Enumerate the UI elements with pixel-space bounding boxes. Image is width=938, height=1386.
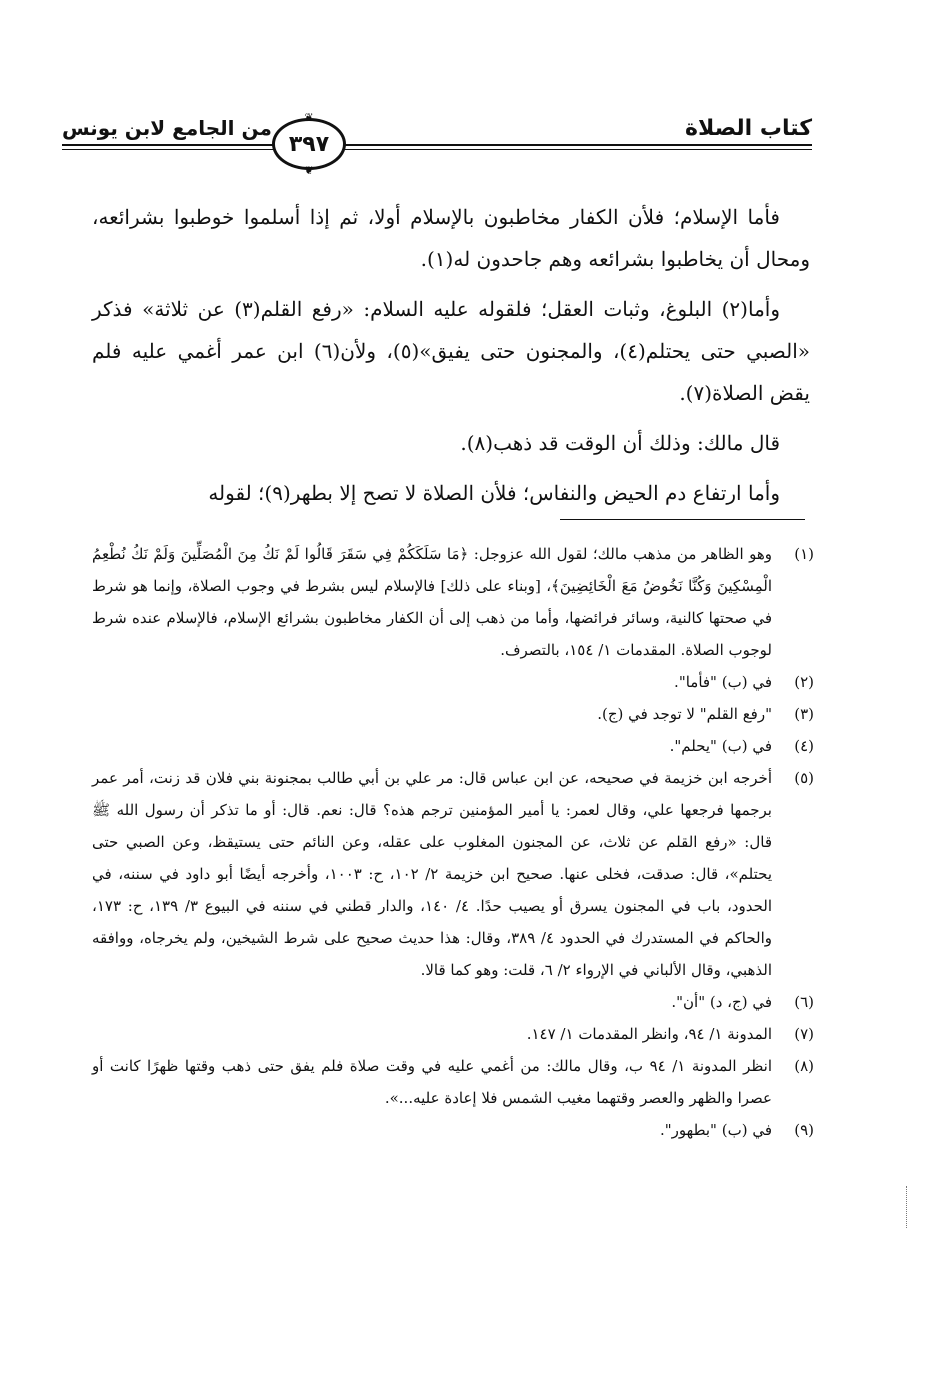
paragraph-menstruation: وأما ارتفاع دم الحيض والنفاس؛ فلأن الصلاة لا تصح إلا بطهر(٩)؛ لقوله bbox=[208, 481, 780, 505]
footnote-text: في (ج، د) "أن". bbox=[671, 993, 772, 1011]
scan-artifact bbox=[906, 1186, 915, 1228]
footnote-item bbox=[92, 1114, 814, 1146]
footnote-item bbox=[92, 762, 814, 986]
page-number: ٣٩٧ bbox=[288, 131, 330, 157]
page-number-badge bbox=[272, 111, 346, 177]
ornament-icon: ❦ bbox=[304, 111, 314, 124]
footnote-text: في (ب) "بطهور". bbox=[660, 1121, 772, 1139]
footnote-text: المدونة ١/ ٩٤، وانظر المقدمات ١/ ١٤٧. bbox=[526, 1025, 772, 1043]
footnote-text: وهو الظاهر من مذهب مالك؛ لقول الله عزوجل: ﴿مَا سَلَكَكُمْ فِي سَقَرَ قَالُوا لَمْ نَكُ مِنَ الْمُصَلِّينَ وَلَمْ نَكُ نُطْعِمُ الْمِسْكِينَ وَكُنَّا نَخُوضُ مَعَ الْخَائِضِينَ﴾، [وبناء على ذلك] فالإسلام ليس بشرط في وجوب الصلاة، وإنما هو شرط في صحتها كالنية، وسائر فرائضها، وأما من ذهب إلى أن الكفار مخاطبون بشرائع الإسلام، فالإسلام عنده شرط لوجوب الصلاة. المقدمات ١/ ١٥٤، بالتصرف. bbox=[92, 545, 772, 659]
footnote-item bbox=[92, 730, 814, 762]
paragraph-malik-quote: قال مالك: وذلك أن الوقت قد ذهب(٨). bbox=[460, 431, 780, 455]
footnote-item bbox=[92, 698, 814, 730]
footnote-item bbox=[92, 1050, 814, 1114]
footnote-number: (٤) bbox=[794, 737, 814, 755]
footnotes bbox=[92, 538, 814, 1146]
footnote-number: (٣) bbox=[794, 705, 814, 723]
paragraph-islam: فأما الإسلام؛ فلأن الكفار مخاطبون بالإسلام أولا، ثم إذا أسلموا خوطبوا بشرائعه، ومحال أن يخاطبوا بشرائعه وهم جاحدون له(١). bbox=[92, 205, 810, 271]
footnote-number: (٢) bbox=[794, 673, 814, 691]
footnote-number: (٥) bbox=[794, 769, 814, 787]
footnote-text: أخرجه ابن خزيمة في صحيحه، عن ابن عباس قال: مر علي بن أبي طالب بمجنونة بني فلان قد زنت، أمر عمر برجمها فرجعها علي، وقال لعمر: يا أمير المؤمنين ترجم هذه؟ قال: نعم. قال: أو ما تذكر أن رسول الله ﷺ قال: «رفع القلم عن ثلاث، عن المجنون المغلوب على عقله، وعن النائم حتى يستيقظ، وعن الصبي حتى يحتلم»، قال: صدقت، فخلى عنها. صحيح ابن خزيمة ٢/ ١٠٢، ح: ١٠٠٣، وأخرجه أيضًا أبو داود في سننه، في الحدود، باب في المجنون يسرق أو يصيب حدًا. ٤/ ١٤٠، والدار قطني في سننه في البيوع ٣/ ١٣٩، ح: ١٧٣، والحاكم في المستدرك في الحدود ٤/ ٣٨٩، وقال: هذا حديث صحيح على شرط الشيخين، ولم يخرجاه، ووافقه الذهبي، وقال الألباني في الإرواء ٢/ ٦، قلت: وهو كما قالا. bbox=[92, 769, 773, 979]
footnote-number: (٩) bbox=[794, 1121, 814, 1139]
footnote-text: في (ب) "يحلم". bbox=[669, 737, 772, 755]
footnote-number: (٧) bbox=[794, 1025, 814, 1043]
footnote-text: في (ب) "فأما". bbox=[674, 673, 772, 691]
page-header bbox=[62, 100, 812, 180]
running-head-book-title: كتاب الصلاة bbox=[685, 116, 812, 141]
running-head-source: من الجامع لابن يونس bbox=[62, 116, 272, 140]
main-text bbox=[92, 196, 810, 522]
footnote-number: (٦) bbox=[794, 993, 814, 1011]
ornament-icon: ❦ bbox=[304, 164, 314, 177]
footnote-text: انظر المدونة ١/ ٩٤ ب، وقال مالك: من أغمي عليه في وقت صلاة فلم يفق حتى ذهب وقتها ظهرًا كانت أو عصرا والظهر والعصر وقتهما مغيب الشمس فلا إعادة عليه...». bbox=[92, 1057, 772, 1107]
header-rule bbox=[62, 144, 812, 146]
footnote-item bbox=[92, 666, 814, 698]
paragraph-puberty: وأما(٢) البلوغ، وثبات العقل؛ فلقوله عليه السلام: «رفع القلم(٣) عن ثلاثة» فذكر «الصبي حتى يحتلم(٤)، والمجنون حتى يفيق»(٥)، ولأن(٦) ابن عمر أغمي عليه فلم يقض الصلاة(٧). bbox=[92, 297, 811, 405]
header-rule-thin bbox=[62, 149, 812, 150]
footnote-number: (١) bbox=[794, 545, 814, 563]
footnote-separator bbox=[560, 519, 805, 520]
footnote-text: "رفع القلم" لا توجد في (ج). bbox=[597, 705, 772, 723]
footnote-item bbox=[92, 986, 814, 1018]
footnote-item bbox=[92, 538, 814, 666]
footnote-number: (٨) bbox=[794, 1057, 814, 1075]
footnote-item bbox=[92, 1018, 814, 1050]
